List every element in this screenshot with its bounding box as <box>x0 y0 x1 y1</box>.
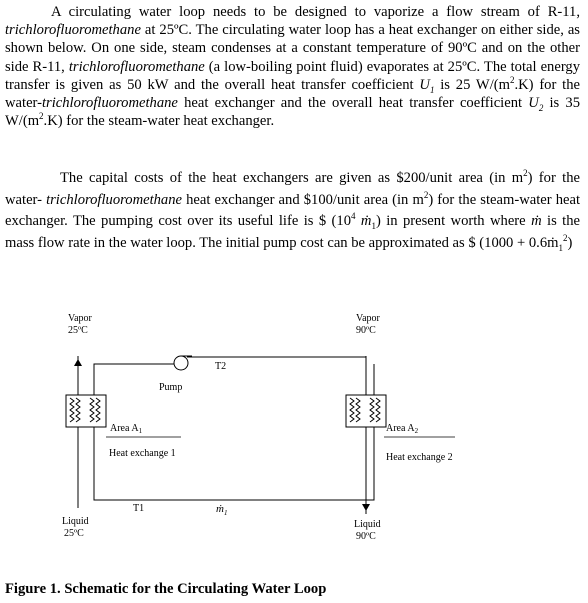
t2-label: T2 <box>215 361 227 372</box>
symbol-u: U <box>528 95 539 112</box>
left-bottom-label-line1: Liquid <box>62 516 89 527</box>
text-run: ) for the steam-water heat exchanger. The pumping cost over its useful life is $ (10 <box>5 191 581 229</box>
subscript: 2 <box>538 102 544 113</box>
heat-exchanger-1-icon <box>66 395 106 427</box>
chemical-name: trichlorofluoromethane <box>5 22 141 39</box>
area2-label <box>386 423 419 435</box>
text-run: ) <box>567 234 573 251</box>
subscript: 1 <box>429 84 435 95</box>
area1-text: Area A <box>110 423 139 434</box>
area2-text: Area A <box>386 423 415 434</box>
hx2-label: Heat exchange 2 <box>386 452 453 463</box>
text-run: is 35 W/(m <box>5 95 581 130</box>
right-top-label-line2: 90ºC <box>356 325 376 336</box>
heat-exchanger-2-icon <box>346 395 386 427</box>
text-run: ) for the water- <box>5 170 580 208</box>
symbol-u: U <box>419 76 430 93</box>
mdot-symbol: ṁ <box>355 213 372 229</box>
right-bottom-label-line2: 90ºC <box>356 531 376 542</box>
text-run: The capital costs of the heat exchangers are given as $200/unit area (in m <box>60 170 524 186</box>
right-bottom-label-line1: Liquid <box>354 519 381 530</box>
figure-caption: Figure 1. Schematic for the Circulating Water Loop <box>5 581 327 597</box>
mdot-symbol: ṁ <box>216 503 224 515</box>
mdot-label <box>216 503 227 517</box>
text-run: is the mass flow rate in the water loop. The initial pump cost can be approximated as $ (1000 + 0.6ṁ <box>5 213 580 251</box>
superscript: 2 <box>423 189 429 200</box>
area2-subscript: 2 <box>414 427 419 435</box>
loop-schematic <box>0 300 588 578</box>
text-run: ) in present worth where <box>375 213 532 229</box>
left-top-label-line2: 25ºC <box>68 325 88 336</box>
left-top-label-line1: Vapor <box>68 313 92 324</box>
pump-icon <box>174 356 192 370</box>
left-bottom-label-line2: 25ºC <box>64 528 84 539</box>
chemical-name: trichlorofluoromethane <box>41 95 178 112</box>
superscript: 4 <box>351 211 356 222</box>
mdot-subscript: 1 <box>223 509 228 517</box>
pump-label: Pump <box>159 382 183 393</box>
area1-subscript: 1 <box>138 427 143 435</box>
text-run: (a low-boiling point fluid) evaporates at 25ºC. The total energy transfer is given as 50 kW and the overall heat transfer coefficient <box>5 58 581 93</box>
superscript: 2 <box>39 111 44 122</box>
text-run: .K) for the water- <box>5 76 580 112</box>
text-run: is 25 W/(m <box>434 76 510 93</box>
chemical-name: trichlorofluoromethane <box>46 191 183 208</box>
loop-top <box>94 357 366 395</box>
t1-label: T1 <box>133 503 145 514</box>
mdot-symbol: ṁ <box>531 213 542 229</box>
problem-paragraph-2 <box>5 168 580 254</box>
area1-label <box>110 423 143 435</box>
text-run: at 25ºC. The circulating water loop has a heat exchanger on either side, as shown below. On one side, steam condenses at a constant temperature of 90ºC and on the other side R-11, <box>5 22 580 75</box>
subscript: 1 <box>371 220 376 231</box>
superscript: 2 <box>562 232 568 243</box>
hx1-label: Heat exchange 1 <box>109 448 176 459</box>
text-run: A circulating water loop needs to be designed to vaporize a flow stream of R-11, <box>51 4 580 20</box>
problem-paragraph-1 <box>5 3 580 130</box>
subscript: 1 <box>558 242 563 253</box>
text-run: .K) for the steam-water heat exchanger. <box>43 113 275 130</box>
superscript: 2 <box>523 168 528 179</box>
chemical-name: trichlorofluoromethane <box>68 58 205 75</box>
superscript: 2 <box>509 74 515 85</box>
right-top-label-line1: Vapor <box>356 313 380 324</box>
text-run: heat exchanger and $100/unit area (in m <box>182 191 424 208</box>
text-run: heat exchanger and the overall heat transfer coefficient <box>177 95 529 112</box>
